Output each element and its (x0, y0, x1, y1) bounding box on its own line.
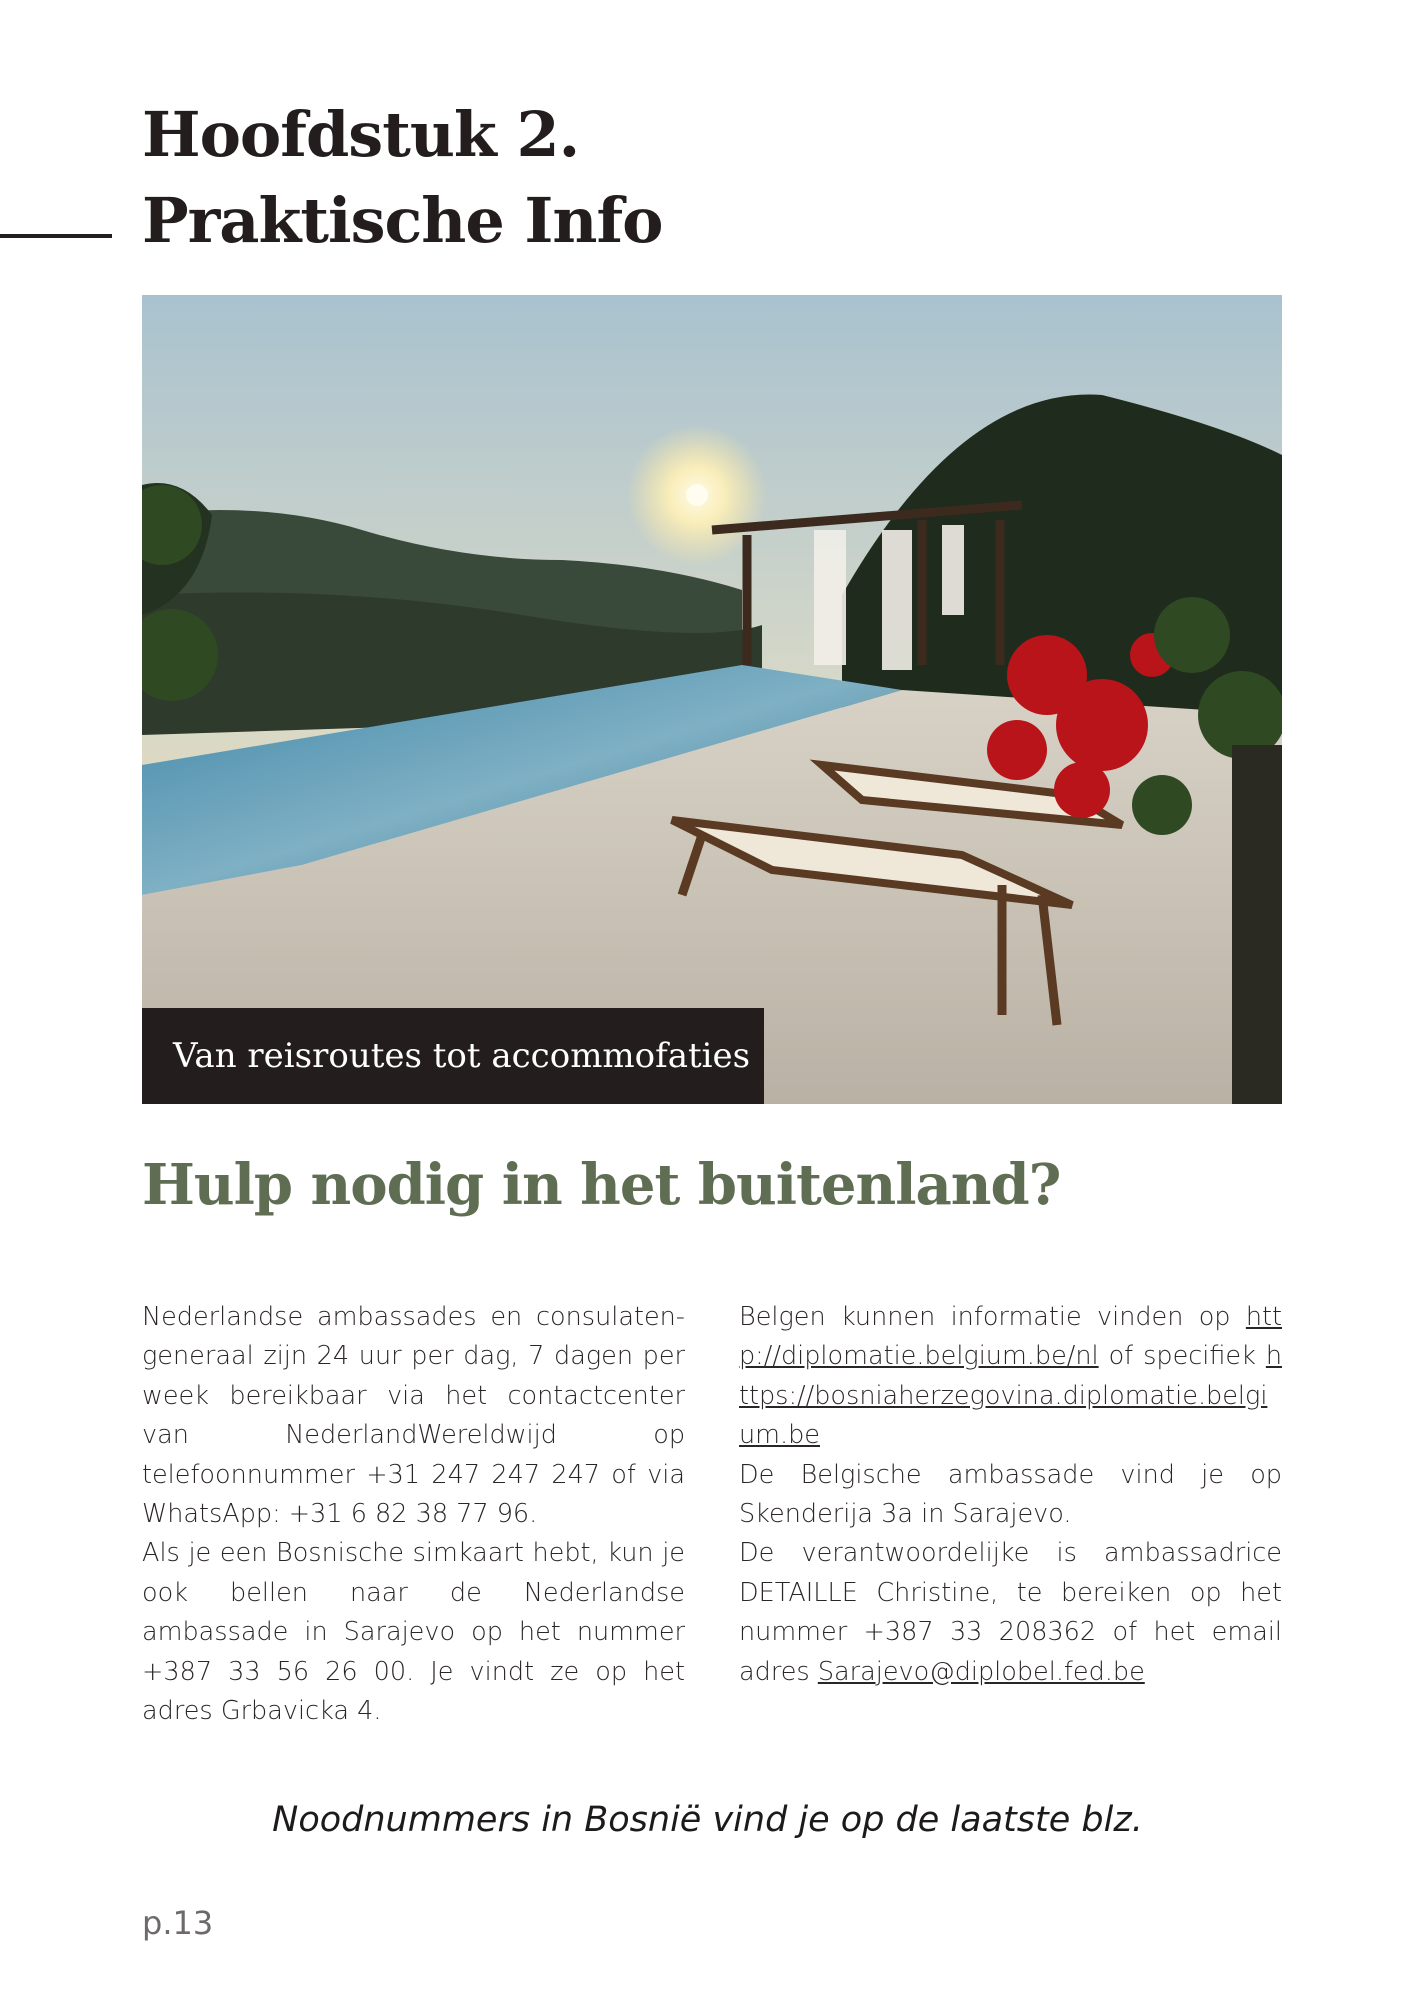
belgium-info-paragraph (739, 1298, 1282, 1456)
photo-caption: Van reisroutes tot accommofaties (142, 1008, 764, 1104)
belgium-info-column (739, 1298, 1282, 1692)
page-number: p.13 (142, 1904, 214, 1942)
netherlands-contact-paragraph: Nederlandse ambassades en consulaten-generaal zijn 24 uur per dag, 7 dagen per week bereikbaar via het contactcenter van NederlandWereldwijd op telefoonnummer +31 247 247 247 of via WhatsApp: +31 6 82 38 77 96. (142, 1302, 685, 1530)
decorative-rule (0, 234, 112, 238)
belgium-ambassador-paragraph (739, 1534, 1282, 1692)
bosnia-embassy-link[interactable]: https://bosniaherzegovina.diplomatie.belgium.be (739, 1341, 1283, 1451)
belgium-embassy-address: De Belgische ambassade vind je op Skenderija 3a in Sarajevo. (739, 1459, 1282, 1530)
photo-illustration (142, 295, 1282, 1104)
netherlands-info-column (142, 1298, 685, 1731)
ambassador-contact-text: De verantwoordelijke is ambassadrice DETAILLE Christine, te bereiken op het nummer +387 33 208362 of het email adres (739, 1538, 1282, 1687)
emergency-numbers-note: Noodnummers in Bosnië vind je op de laatste blz. (272, 1800, 1143, 1840)
belgium-specific-text: of specifiek (1108, 1341, 1256, 1372)
netherlands-embassy-paragraph: Als je een Bosnische simkaart hebt, kun je ook bellen naar de Nederlandse ambassade in Sarajevo op het nummer +387 33 56 26 00. Je vindt ze op het adres Grbavicka 4. (142, 1538, 685, 1727)
belgium-intro-text: Belgen kunnen informatie vinden op (739, 1302, 1231, 1332)
chapter-title (142, 92, 662, 264)
chapter-number: Hoofdstuk 2. (142, 98, 580, 171)
chapter-name: Praktische Info (142, 184, 663, 257)
pool-sunset-photo (142, 295, 1282, 1104)
embassy-email-link[interactable]: Sarajevo@diplobel.fed.be (817, 1656, 1145, 1687)
diplomatie-belgium-link[interactable]: http://diplomatie.belgium.be/nl (739, 1302, 1282, 1372)
section-heading: Hulp nodig in het buitenland? (142, 1152, 1061, 1218)
